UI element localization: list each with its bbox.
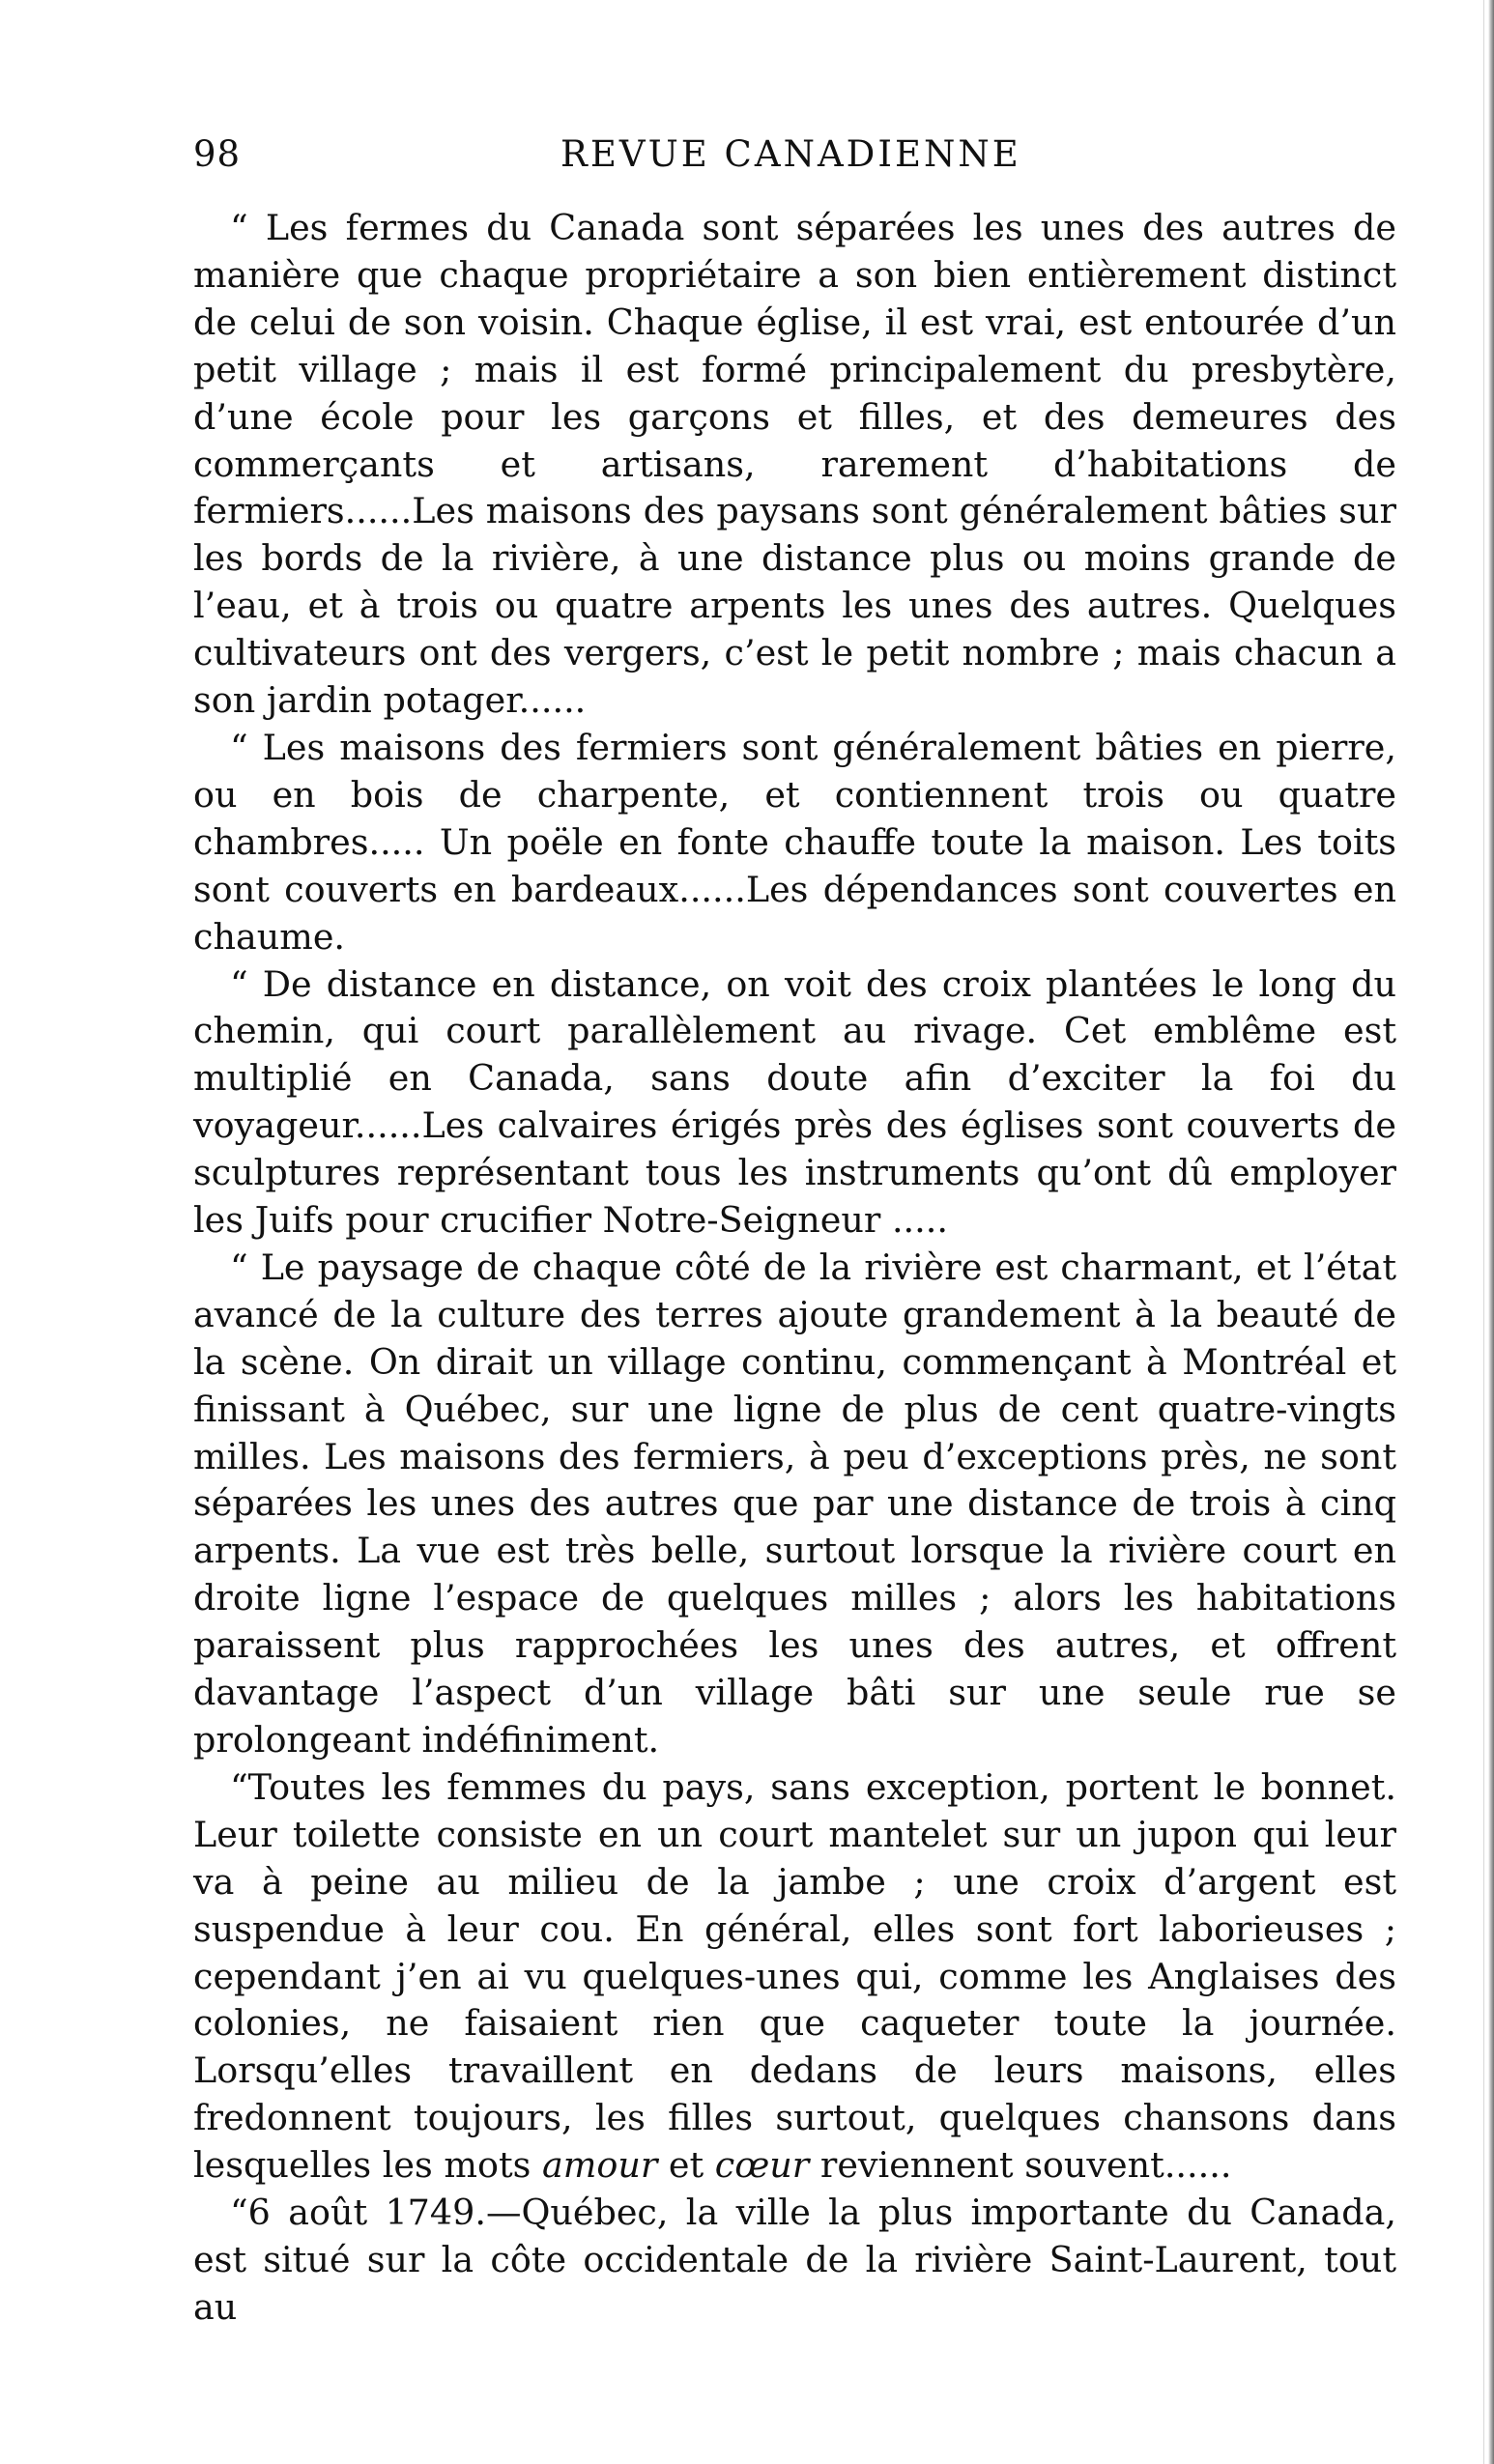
paragraph-croix: “ De distance en distance, on voit des croix plantées le long du chemin, qui court parallèlement au rivage. Cet emblême est multiplié en Canada, sans doute afin d’exciter la foi du voyageur......Les calvaires érigés près des églises sont couverts de sculptures représentant tous les instruments qu’ont dû employer les Juifs pour crucifier Notre-Seigneur ..... bbox=[193, 962, 1396, 1242]
scan-edge-line bbox=[1483, 0, 1484, 2464]
paragraph-fermes: “ Les fermes du Canada sont séparées les unes des autres de manière que chaque propriétaire a son bien entièrement distinct de celui de son voisin. Chaque église, il est vrai, est entourée d’un petit village ; mais il est formé principalement du presbytère, d’une école pour les garçons et filles, et des demeures des commerçants et artisans, rarement d’habitations de fermiers......Les maisons des paysans sont généralement bâties sur les bords de la rivière, à une distance plus ou moins grande de l’eau, et à trois ou quatre arpents les unes des autres. Quelques cultivateurs ont des vergers, c’est le petit nombre ; mais chacun a son jardin potager...... bbox=[193, 207, 1396, 722]
femmes-text-middle: et bbox=[657, 2144, 715, 2187]
running-title: REVUE CANADIENNE bbox=[560, 133, 1021, 175]
italic-word-amour: amour bbox=[541, 2144, 658, 2187]
scan-page-edge bbox=[1488, 0, 1494, 2464]
page-number: 98 bbox=[193, 133, 242, 175]
italic-word-coeur: cœur bbox=[714, 2144, 810, 2187]
paragraph-maisons: “ Les maisons des fermiers sont généralement bâties en pierre, ou en bois de charpente, et contiennent trois ou quatre chambres..... Un poële en fonte chauffe toute la maison. Les toits sont couverts en bardeaux......Les dépendances sont couvertes en chaume. bbox=[193, 726, 1396, 958]
paragraph-femmes bbox=[193, 1764, 1396, 2190]
paragraph-paysage: “ Le paysage de chaque côté de la rivière est charmant, et l’état avancé de la culture des terres ajoute grandement à la beauté de la scène. On dirait un village continu, commençant à Montréal et finissant à Québec, sur une ligne de plus de cent quatre-vingts milles. Les maisons des fermiers, à peu d’exceptions près, ne sont séparées les unes des autres que par une distance de trois à cinq arpents. La vue est très belle, surtout lorsque la rivière court en droite ligne l’espace de quelques milles ; alors les habitations paraissent plus rapprochées les unes des autres, et offrent davantage l’aspect d’un village bâti sur une seule rue se prolongeant indéfiniment. bbox=[193, 1246, 1396, 1761]
paragraph-quebec: “6 août 1749.—Québec, la ville la plus importante du Canada, est situé sur la côte occidentale de la rivière Saint-Laurent, tout au bbox=[193, 2192, 1396, 2328]
femmes-text-after: reviennent souvent...... bbox=[809, 2144, 1232, 2187]
page-header bbox=[193, 133, 1396, 182]
femmes-text-before: “Toutes les femmes du pays, sans exception, portent le bonnet. Leur toilette consiste en un court mantelet sur un jupon qui leur va à peine au milieu de la jambe ; une croix d’argent est suspendue à leur cou. En général, elles sont fort laborieuses ; cependant j’en ai vu quelques-unes qui, comme les Anglaises des colonies, ne faisaient rien que caqueter toute la journée. Lorsqu’elles travaillent en dedans de leurs maisons, elles fredonnent toujours, les filles surtout, quelques chansons dans lesquelles les mots bbox=[193, 1765, 1396, 2187]
body-text bbox=[193, 205, 1396, 2332]
